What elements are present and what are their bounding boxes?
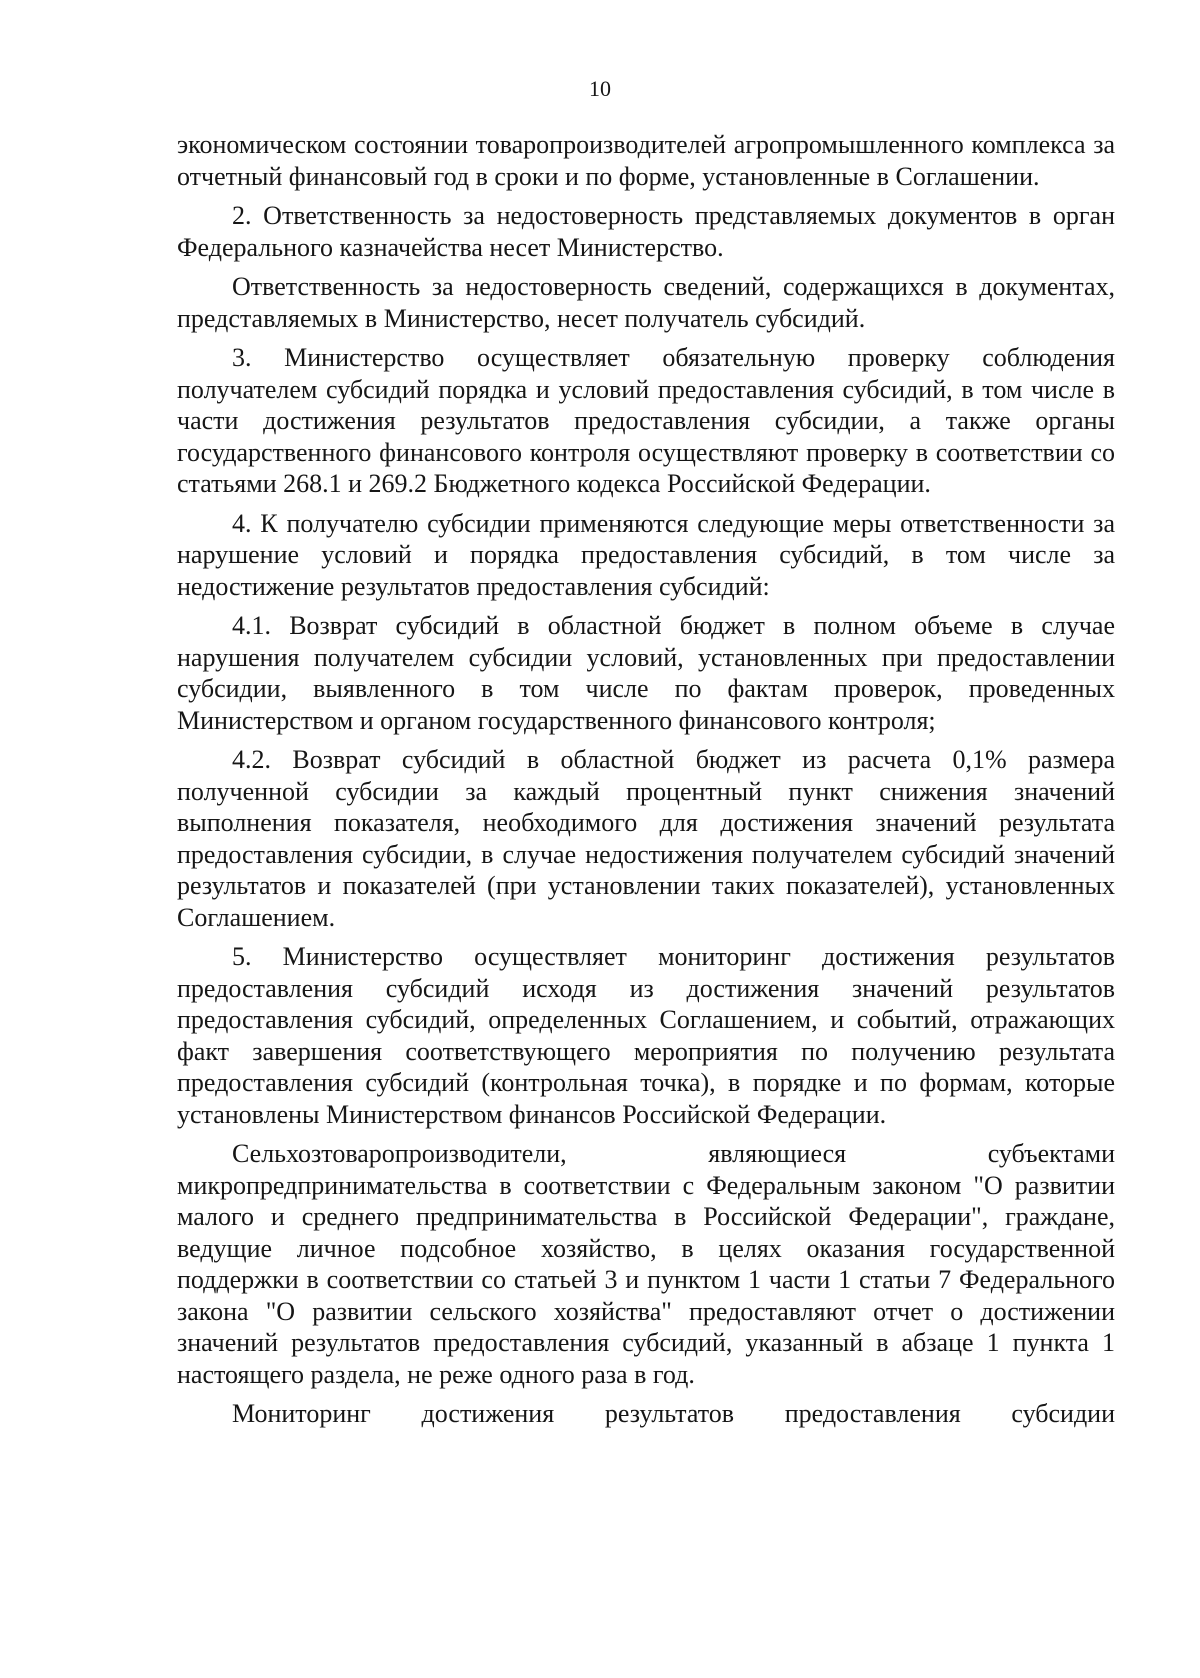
paragraph-3: 3. Министерство осуществляет обязательную проверку соблюдения получателем субсидий порядка и условий предоставления субсидий, в том числе в части достижения результатов предоставления субсидии, а также органы государственного финансового контроля осуществляют проверку в соответствии со статьями 268.1 и 269.2 Бюджетного кодекса Российской Федерации. [177,343,1115,498]
paragraph-5-report: Сельхозтоваропроизводители, являющиеся субъектами микропредпринимательства в соответствии с Федеральным законом "О развитии малого и среднего предпринимательства в Российской Федерации", граждане, ведущие личное подсобное хозяйство, в целях оказания государственной поддержки в соответствии со статьей 3 и пунктом 1 части 1 статьи 7 Федерального закона "О развитии сельского хозяйства" предоставляют отчет о достижении значений результатов предоставления субсидий, указанный в абзаце 1 пункта 1 настоящего раздела, не реже одного раза в год. [177,1139,1115,1389]
paragraph-continuation: экономическом состоянии товаропроизводителей агропромышленного комплекса за отчетный финансовый год в сроки и по форме, установленные в Соглашении. [177,130,1115,191]
paragraph-4: 4. К получателю субсидии применяются следующие меры ответственности за нарушение условий и порядка предоставления субсидий, в том числе за недостижение результатов предоставления субсидий: [177,508,1115,601]
paragraph-4-2: 4.2. Возврат субсидий в областной бюджет из расчета 0,1% размера полученной субсидии за каждый процентный пункт снижения значений выполнения показателя, необходимого для достижения значений результата предоставления субсидии, в случае недостижения получателем субсидий значений результатов и показателей (при установлении таких показателей), установленных Соглашением. [177,745,1115,932]
paragraph-4-1: 4.1. Возврат субсидий в областной бюджет в полном объеме в случае нарушения получателем субсидии условий, установленных при предоставлении субсидии, выявленного в том числе по фактам проверок, проведенных Министерством и органом государственного финансового контроля; [177,611,1115,735]
paragraph-2: 2. Ответственность за недостоверность представляемых документов в орган Федерального казначейства несет Министерство. [177,201,1115,262]
paragraph-5: 5. Министерство осуществляет мониторинг достижения результатов предоставления субсидий исходя из достижения значений результатов предоставления субсидий, определенных Соглашением, и событий, отражающих факт завершения соответствующего мероприятия по получению результата предоставления субсидий (контрольная точка), в порядке и по формам, которые установлены Министерством финансов Российской Федерации. [177,942,1115,1129]
page-number: 10 [589,76,611,101]
paragraph-5-monitoring: Мониторинг достижения результатов предоставления субсидии [232,1399,1115,1428]
document-body [177,129,1115,1438]
paragraph-2-responsibility: Ответственность за недостоверность сведений, содержащихся в документах, представляемых в Министерство, несет получатель субсидий. [177,272,1115,333]
